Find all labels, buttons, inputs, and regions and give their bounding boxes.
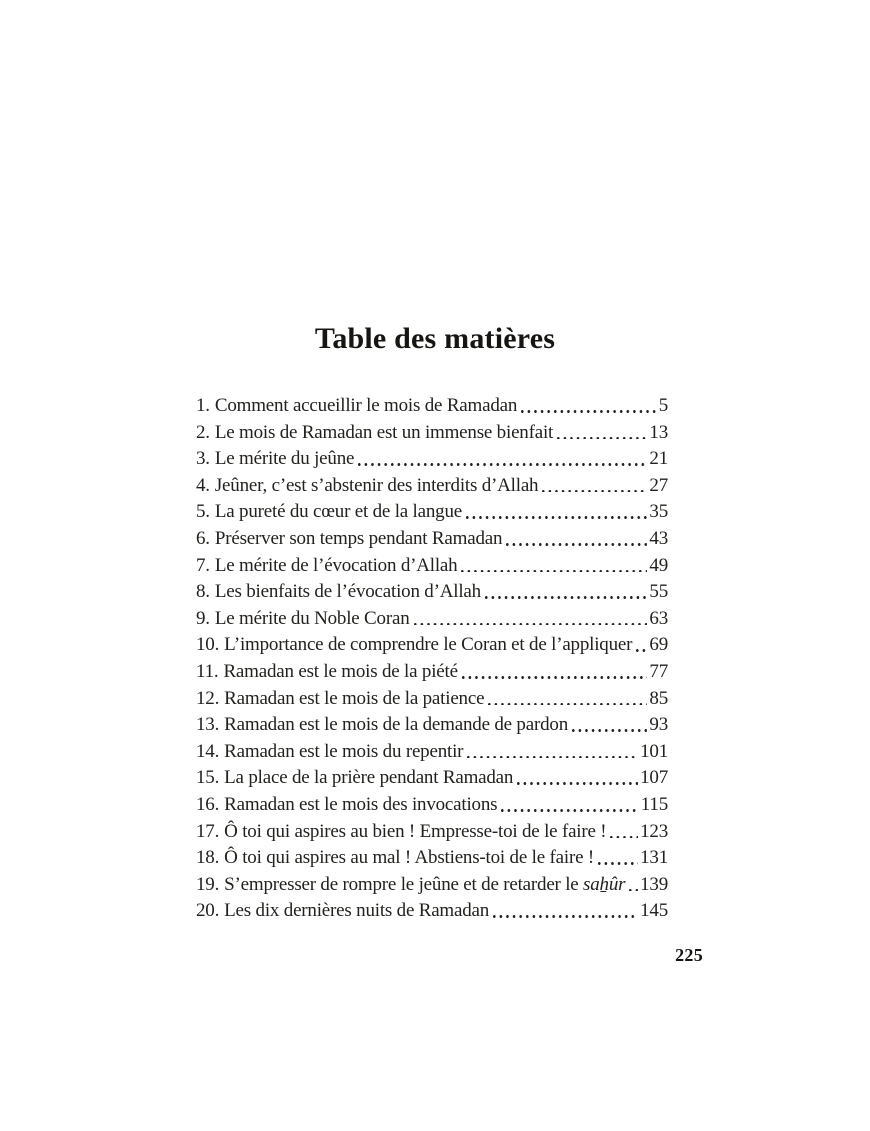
dot-leader — [484, 579, 648, 606]
toc-entry — [196, 819, 668, 846]
dot-leader — [465, 499, 648, 526]
dot-leader — [520, 393, 658, 420]
toc-entry-page-number: 69 — [649, 634, 668, 656]
toc-entry — [196, 606, 668, 633]
dot-leader — [487, 686, 648, 713]
dot-leader — [635, 632, 648, 659]
toc-entry — [196, 765, 668, 792]
dot-leader — [571, 712, 648, 739]
toc-entry — [196, 632, 668, 659]
toc-entry-page-number: 5 — [658, 395, 668, 416]
toc-entry-title: Ramadan est le mois de la piété — [223, 660, 458, 682]
toc-entry — [196, 739, 668, 766]
toc-entry-title: Ramadan est le mois des invocations — [224, 793, 498, 815]
toc-entry-page-number: 43 — [649, 527, 668, 549]
toc-entry-title: Les bienfaits de l’évocation d’Allah — [214, 581, 481, 603]
toc-entry — [196, 499, 668, 526]
toc-entry-number: 4. — [196, 474, 210, 496]
toc-entry-page-number: 27 — [649, 474, 668, 496]
toc-entry-number: 20. — [196, 900, 220, 922]
toc-entry-title: Ramadan est le mois de la demande de pardon — [224, 714, 568, 736]
toc-entry-number: 12. — [196, 687, 220, 709]
dot-leader — [597, 845, 639, 872]
toc-entry-number: 11. — [196, 660, 219, 682]
dot-leader — [492, 898, 639, 925]
toc-entry-page-number: 85 — [649, 687, 668, 709]
toc-entry-title: Le mois de Ramadan est un immense bienfait — [214, 421, 554, 443]
toc-entry — [196, 686, 668, 713]
toc-entry-number: 6. — [196, 527, 210, 549]
toc-entry-title: L’importance de comprendre le Coran et de l’appliquer — [224, 634, 633, 656]
toc-entry — [196, 792, 668, 819]
dot-leader — [516, 765, 639, 792]
toc-entry-page-number: 145 — [640, 900, 668, 922]
toc-entry-page-number: 115 — [640, 793, 668, 815]
toc-entry-title: Le mérite du Noble Coran — [214, 607, 410, 629]
toc-entry-title: Comment accueillir le mois de Ramadan — [214, 395, 518, 416]
toc-entry-number: 3. — [196, 448, 210, 470]
toc-entry-title: Ô toi qui aspires au bien ! Empresse-toi de le faire ! — [224, 820, 607, 842]
dot-leader — [556, 420, 648, 447]
toc-entry — [196, 393, 668, 420]
toc-entry-title: Le mérite du jeûne — [214, 448, 355, 470]
toc-entry-italic-term: saẖûr — [583, 873, 626, 895]
dot-leader — [461, 659, 649, 686]
toc-entry — [196, 526, 668, 553]
dot-leader — [466, 739, 639, 766]
dot-leader — [500, 792, 639, 819]
toc-entry-number: 9. — [196, 607, 210, 629]
toc-entry — [196, 553, 668, 580]
toc-entry — [196, 872, 668, 899]
toc-entry — [196, 898, 668, 925]
toc-entry-number: 8. — [196, 581, 210, 603]
toc-entry-number: 14. — [196, 740, 220, 762]
toc-entry-page-number: 55 — [649, 581, 668, 603]
toc-entry-number: 17. — [196, 820, 220, 842]
toc-entry-title: Ramadan est le mois de la patience — [224, 687, 485, 709]
toc-entry-title: Préserver son temps pendant Ramadan — [214, 527, 503, 549]
toc-entry-page-number: 13 — [649, 421, 668, 443]
table-of-contents — [196, 393, 668, 925]
toc-entry-page-number: 139 — [640, 873, 668, 895]
toc-entry-title: Ô toi qui aspires au mal ! Abstiens-toi de le faire ! — [224, 847, 594, 869]
dot-leader — [505, 526, 648, 553]
dot-leader — [609, 819, 639, 846]
toc-entry-title: Les dix dernières nuits de Ramadan — [224, 900, 490, 922]
toc-entry-title: Le mérite de l’évocation d’Allah — [214, 554, 458, 576]
toc-entry — [196, 420, 668, 447]
toc-entry-page-number: 101 — [640, 740, 668, 762]
toc-entry-page-number: 35 — [649, 501, 668, 523]
toc-entry-title: Ramadan est le mois du repentir — [224, 740, 464, 762]
dot-leader — [541, 473, 648, 500]
toc-entry-title: La place de la prière pendant Ramadan — [224, 767, 514, 789]
toc-entry-page-number: 123 — [640, 820, 668, 842]
toc-entry-page-number: 21 — [649, 448, 668, 470]
toc-entry-number: 19. — [196, 873, 220, 895]
toc-entry-number: 10. — [196, 634, 220, 656]
dot-leader — [413, 606, 649, 633]
dot-leader — [357, 446, 648, 473]
toc-entry-number: 13. — [196, 714, 220, 736]
toc-entry-page-number: 77 — [649, 660, 668, 682]
toc-entry-number: 1. — [196, 395, 210, 416]
toc-entry-number: 16. — [196, 793, 220, 815]
toc-entry — [196, 473, 668, 500]
toc-entry — [196, 579, 668, 606]
toc-entry-number: 7. — [196, 554, 210, 576]
dot-leader — [628, 872, 639, 899]
page-title: Table des matières — [314, 322, 556, 355]
toc-entry-title: La pureté du cœur et de la langue — [214, 501, 463, 523]
toc-entry-page-number: 63 — [649, 607, 668, 629]
toc-entry-page-number: 131 — [640, 847, 668, 869]
toc-entry-number: 15. — [196, 767, 220, 789]
toc-entry — [196, 659, 668, 686]
page-number: 225 — [675, 945, 703, 965]
toc-entry-number: 2. — [196, 421, 210, 443]
toc-entry — [196, 845, 668, 872]
toc-entry-number: 5. — [196, 501, 210, 523]
toc-entry — [196, 712, 668, 739]
toc-entry-title: Jeûner, c’est s’abstenir des interdits d’Allah — [214, 474, 539, 496]
toc-entry-title: S’empresser de rompre le jeûne et de retarder le — [224, 873, 579, 895]
toc-entry-page-number: 107 — [640, 767, 668, 789]
toc-entry — [196, 446, 668, 473]
dot-leader — [460, 553, 648, 580]
toc-entry-page-number: 93 — [649, 714, 668, 736]
toc-entry-number: 18. — [196, 847, 220, 869]
toc-entry-page-number: 49 — [649, 554, 668, 576]
